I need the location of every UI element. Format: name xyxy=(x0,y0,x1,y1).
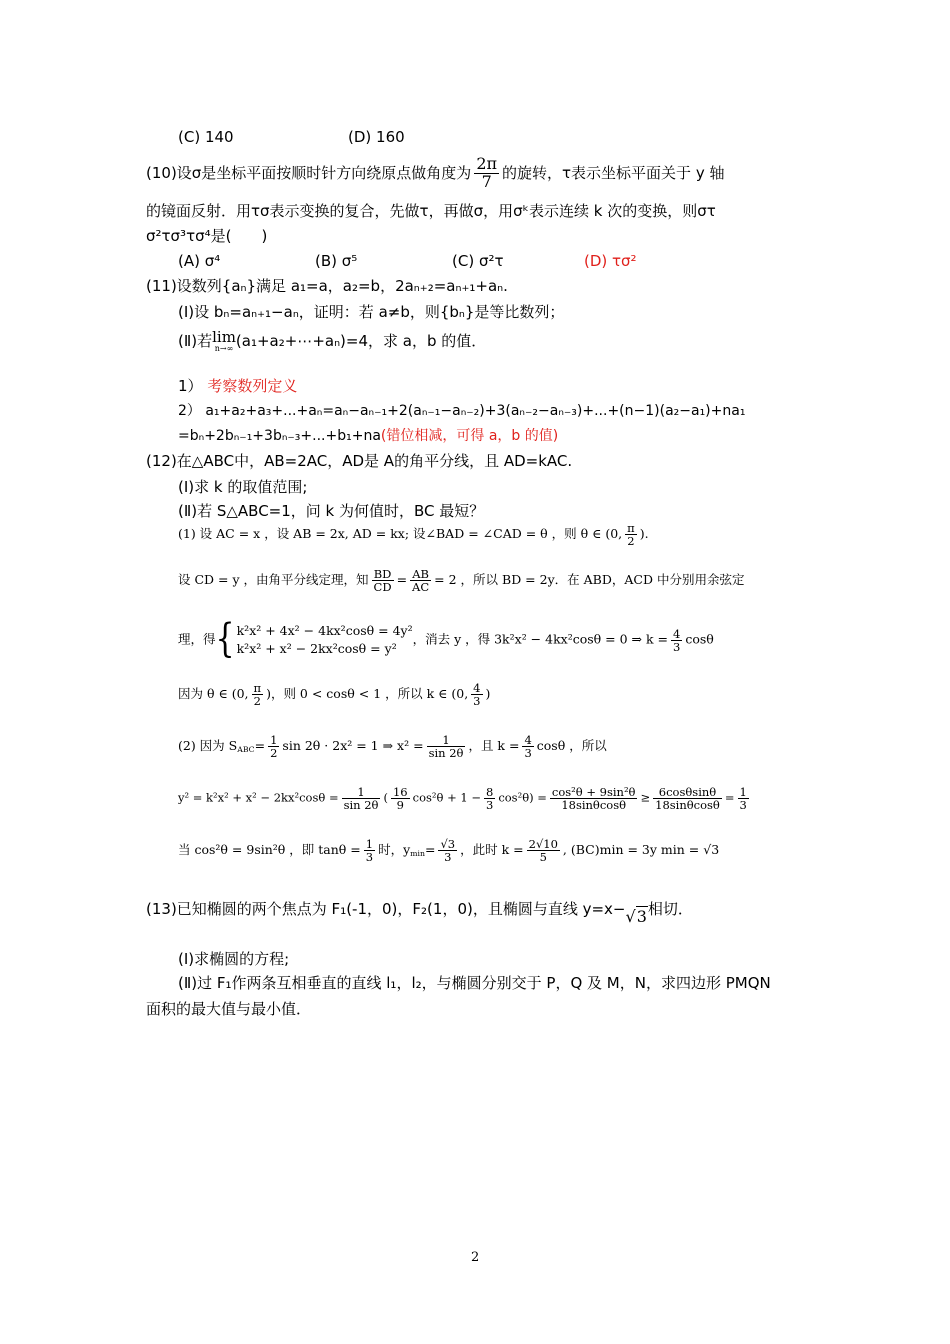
q12-s6-f2d: 9 xyxy=(396,798,404,813)
q13-sqrt-val: 3 xyxy=(636,907,647,926)
q12-s1-num: π xyxy=(627,521,635,535)
q12-s1-den: 2 xyxy=(627,534,635,549)
q12-sol-line6 xyxy=(178,786,752,811)
q12-s5-mid: sin 2θ · 2x² = 1 ⇒ x² = xyxy=(282,738,424,754)
q12-s7-den2: 3 xyxy=(444,850,452,865)
q13-sqrt: √3 xyxy=(625,907,647,926)
q11-limit xyxy=(212,330,236,353)
q12-s6-frac2 xyxy=(391,786,410,811)
q12-s5-mid2: ，且 k = xyxy=(468,738,520,754)
q12-s4-den: 2 xyxy=(253,694,261,709)
q12-s6-p1: ( xyxy=(383,790,388,805)
q9-option-c: (C) 140 xyxy=(178,128,234,146)
q12-sol-line7 xyxy=(178,838,719,863)
q12-s2-f1n: BD xyxy=(372,568,394,581)
q11-part2-post: (a₁+a₂+⋯+aₙ)=4，求 a，b 的值． xyxy=(235,332,487,350)
q12-s7-tail: , (BC)min = 3y min = √3 xyxy=(562,842,720,858)
q11-note3-red: (错位相减，可得 a，b 的值) xyxy=(380,428,559,444)
q12-s6-f5d: 18sinθcosθ xyxy=(655,798,720,813)
q13-stem-tail: 相切． xyxy=(647,900,693,918)
q11-note3-pre: =bₙ+2bₙ₋₁+3bₙ₋₃+...+b₁+na xyxy=(178,428,381,444)
q12-s1: (1) 设 AC = x ，设 AB = 2x, AD = kx; 设∠BAD = ∠CAD = θ ，则 θ ∈ (0, xyxy=(178,526,623,542)
q11-part1: (Ⅰ)设 bₙ=aₙ₊₁−aₙ，证明：若 a≠b，则{bₙ}是等比数列； xyxy=(178,303,565,321)
q12-part2: (Ⅱ)若 S△ABC=1，问 k 为何值时，BC 最短？ xyxy=(178,502,485,520)
q12-sol-line3 xyxy=(178,616,714,663)
q12-s6-p2: cos²θ + 1 − xyxy=(412,790,481,805)
q12-s6-f3d: 3 xyxy=(485,798,494,813)
q12-s2-eq: = xyxy=(396,572,408,588)
q12-s5-num: 1 xyxy=(270,733,278,747)
q12-s5-eq: = xyxy=(254,738,266,754)
q12-s7-mid: 时，y xyxy=(378,842,411,858)
q12-s5-den2: sin 2θ xyxy=(428,746,464,761)
q12-sol-line5 xyxy=(178,734,607,759)
q11-note1 xyxy=(178,377,297,395)
q10-angle-fraction xyxy=(474,156,499,191)
q12-s6-p3: cos²θ) = xyxy=(498,790,547,805)
q12-s7-den: 3 xyxy=(365,850,374,865)
q12-s7-frac1 xyxy=(364,838,375,863)
q12-s6-p5: = xyxy=(724,790,735,805)
q10-intro-tail: 的旋转，τ表示坐标平面关于 y 轴 xyxy=(502,163,725,182)
q11-note1-num: 1） xyxy=(178,377,203,395)
q12-s2-f2n: AB xyxy=(410,568,431,581)
q12-s7-frac3 xyxy=(527,838,560,863)
q12-sol-line4 xyxy=(178,682,490,707)
q11-note2: 2） a₁+a₂+a₃+...+aₙ=aₙ−aₙ₋₁+2(aₙ₋₁−aₙ₋₂)+3(aₙ₋₂−aₙ₋₃)+...+(n−1)(a₂−a₁)+na₁ xyxy=(178,403,746,419)
q12-s2-pre: 设 CD = y ，由角平分线定理，知 xyxy=(178,572,369,588)
q12-s2-f1d: CD xyxy=(373,580,392,595)
q13-part1: (Ⅰ)求椭圆的方程; xyxy=(178,950,290,968)
q12-s2-f2d: AC xyxy=(412,580,430,595)
q12-s7-num3: 2√10 xyxy=(528,837,558,851)
q10-intro: (10)设σ是坐标平面按顺时针方向绕原点做角度为 xyxy=(146,163,472,182)
q12-s7-sub: min xyxy=(410,849,425,859)
q10-option-b: (B) σ⁵ xyxy=(315,252,358,270)
q12-s5-num3: 4 xyxy=(524,733,532,747)
q12-s6-f3n: 8 xyxy=(485,785,494,799)
q12-s3-frac xyxy=(671,628,682,653)
q13-stem-text: (13)已知椭圆的两个焦点为 F₁(-1，0)，F₂(1，0)，且椭圆与直线 y=x− xyxy=(146,900,626,918)
q10-option-a: (A) σ⁴ xyxy=(178,252,221,270)
q11-stem: (11)设数列{aₙ}满足 a₁=a，a₂=b，2aₙ₊₂=aₙ₊₁+aₙ. xyxy=(146,277,508,295)
q11-part2-pre: (Ⅱ)若 xyxy=(178,332,213,350)
q12-s5-den3: 3 xyxy=(524,746,532,761)
q12-s3-pre: 理，得 xyxy=(178,631,216,647)
q12-s1-frac xyxy=(625,522,637,547)
q12-s5-pre: (2) 因为 S xyxy=(178,738,238,754)
q12-s5-num2: 1 xyxy=(427,734,466,747)
q12-s3-row1: k²x² + 4x² − 4kx²cosθ = 4y² xyxy=(236,623,413,638)
q12-s1-tail: ). xyxy=(639,526,649,542)
q12-sol-line1 xyxy=(178,522,649,547)
q12-s5-frac2 xyxy=(427,734,466,759)
q12-s4-tail: ) xyxy=(485,686,491,702)
q10-stem-line3: σ²τσ³τσ⁴是( ) xyxy=(146,227,268,245)
q12-s5-frac1 xyxy=(268,734,279,759)
q12-s4-mid: )，则 0 < cosθ < 1 ，所以 k ∈ (0, xyxy=(266,686,469,702)
q12-s6-f4n: cos²θ + 9sin²θ xyxy=(551,785,636,799)
q12-s6-f1d: sin 2θ xyxy=(343,798,379,813)
q12-s7-pre: 当 cos²θ = 9sin²θ ，即 tanθ = xyxy=(178,842,361,858)
q11-note1-text: 考察数列定义 xyxy=(207,377,298,395)
q12-s4-den2: 3 xyxy=(473,694,481,709)
q12-s2-frac1 xyxy=(372,568,394,593)
q12-s3-system xyxy=(237,622,413,658)
q10-option-c: (C) σ²τ xyxy=(452,252,504,270)
q11-lim-top: lim xyxy=(212,328,236,346)
q12-s5-frac3 xyxy=(522,734,533,759)
q10-angle-den: 7 xyxy=(481,171,492,191)
q12-s2-tail: = 2 ，所以 BD = 2y．在 ABD，ACD 中分别用余弦定 xyxy=(434,572,745,588)
q12-s4-frac2 xyxy=(471,682,482,707)
q13-part2-cont: 面积的最大值与最小值． xyxy=(146,1000,312,1018)
q10-option-d-answer: (D) τσ² xyxy=(584,252,637,270)
q12-s6-frac4 xyxy=(550,786,638,811)
q12-s3-row2: k²x² + x² − 2kx²cosθ = y² xyxy=(236,641,397,657)
q12-s6-pre: y² = k²x² + x² − 2kx²cosθ = xyxy=(178,790,339,805)
q12-s6-f6d: 3 xyxy=(739,798,747,813)
q12-s6-f2n: 16 xyxy=(392,785,408,799)
q12-s4-num2: 4 xyxy=(473,681,481,695)
q12-s6-f4d: 18sinθcosθ xyxy=(561,798,627,813)
q13-part2: (Ⅱ)过 F₁作两条互相垂直的直线 l₁，l₂，与椭圆分别交于 P，Q 及 M，N，求四边形 PMQN xyxy=(178,974,771,992)
q11-part2 xyxy=(178,330,486,353)
q12-part1: (Ⅰ)求 k 的取值范围; xyxy=(178,478,308,496)
q12-s4-num: π xyxy=(253,681,262,695)
q12-s6-f1n: 1 xyxy=(342,786,381,799)
q10-stem-line2: 的镜面反射．用τσ表示变换的复合，先做τ，再做σ，用σᵏ表示连续 k 次的变换，则στ xyxy=(146,202,716,220)
q12-s5-den: 2 xyxy=(270,746,278,761)
q12-s4-pre: 因为 θ ∈ (0, xyxy=(178,686,249,702)
q12-s7-frac2 xyxy=(438,838,457,863)
q12-s3-mid: ，消去 y ，得 3k²x² − 4kx²cosθ = 0 ⇒ k = xyxy=(412,631,668,647)
q12-s7-num: 1 xyxy=(365,837,374,851)
q12-s3-num: 4 xyxy=(673,626,681,641)
q12-sol-line2 xyxy=(178,568,744,593)
q12-s6-f6n: 1 xyxy=(739,785,747,799)
q11-lim-bot: n→∞ xyxy=(214,344,234,353)
q12-s5-tail: cosθ ，所以 xyxy=(536,738,607,754)
q9-option-d: (D) 160 xyxy=(348,128,405,146)
q12-s6-frac6 xyxy=(738,786,749,811)
q12-s7-mid2: ，此时 k = xyxy=(460,842,524,858)
q12-s6-frac1 xyxy=(342,786,381,811)
q10-stem-line1 xyxy=(146,156,724,191)
q10-angle-num: 2π xyxy=(476,154,498,173)
q12-s7-num2: √3 xyxy=(440,837,456,851)
q12-s4-frac1 xyxy=(252,682,264,707)
q12-s3-den: 3 xyxy=(673,639,681,654)
q12-s3-brace: { xyxy=(215,616,235,663)
q12-stem: (12)在△ABC中，AB=2AC，AD是 A的角平分线，且 AD=kAC. xyxy=(146,452,573,470)
page-number: 2 xyxy=(471,1250,480,1265)
q12-s6-frac5 xyxy=(653,786,722,811)
q13-stem xyxy=(146,900,693,926)
q12-s6-p4: ≥ xyxy=(640,790,651,805)
q11-note3 xyxy=(178,428,558,445)
q12-s7-den3: 5 xyxy=(539,850,547,865)
q12-s5-sub: ABC xyxy=(237,745,255,755)
q12-s7-eq: = xyxy=(425,842,436,858)
q12-s3-tail: cosθ xyxy=(685,631,714,647)
q12-s6-frac3 xyxy=(484,786,495,811)
q12-s2-frac2 xyxy=(410,568,431,593)
q12-s6-f5n: 6cosθsinθ xyxy=(653,786,722,799)
